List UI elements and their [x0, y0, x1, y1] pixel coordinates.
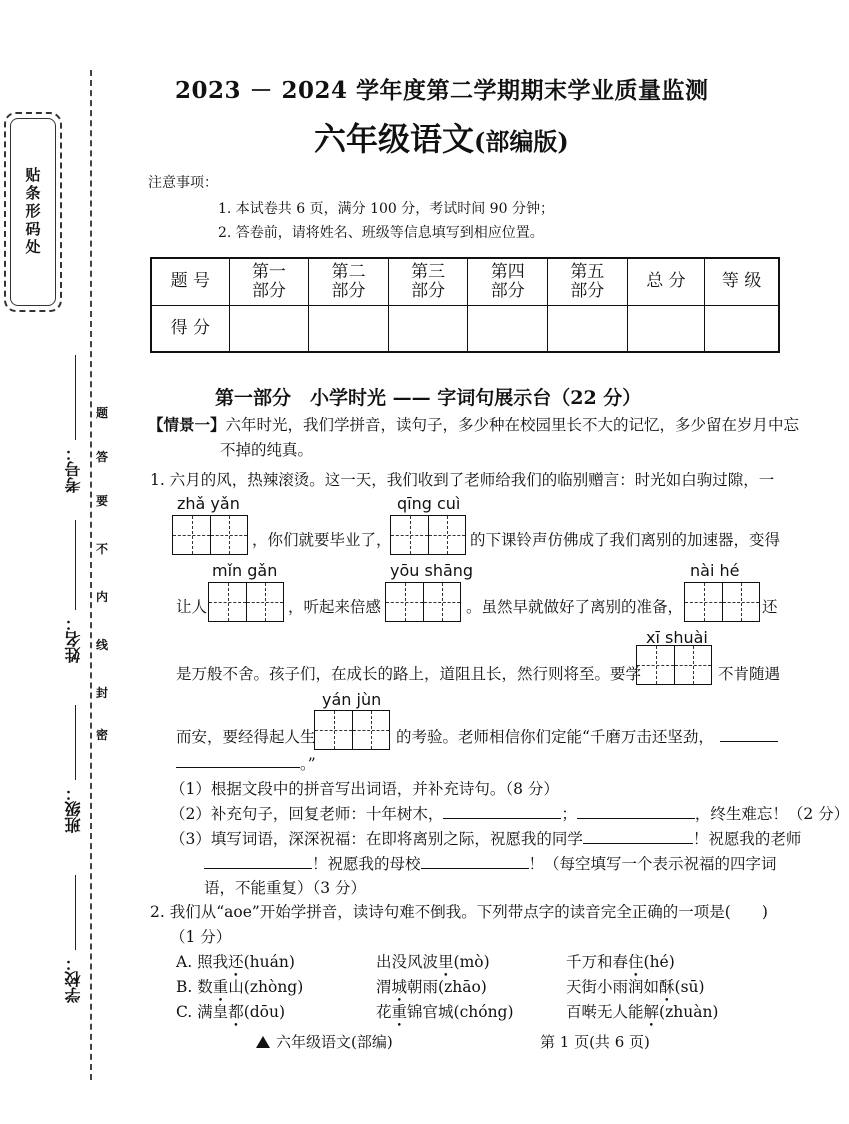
passage-text: 的下课铃声仿佛成了我们离别的加速器，变得: [470, 531, 781, 549]
option-c[interactable]: C. 满皇都(dōu): [176, 1003, 286, 1021]
score-cell[interactable]: [627, 305, 705, 352]
table-header-cell: 第一 部分: [229, 258, 309, 305]
exam-subject-title: [314, 114, 569, 160]
seal-char: 封: [96, 686, 109, 700]
passage-text: 。”: [300, 755, 316, 773]
q1-sub3-end: 语，不能重复）（3 分）: [204, 879, 367, 897]
answer-blank[interactable]: [577, 818, 695, 819]
score-cell[interactable]: [548, 305, 628, 352]
table-header-cell: 题 号: [151, 258, 229, 305]
answer-blank[interactable]: [583, 843, 693, 844]
table-header-cell: 第四 部分: [468, 258, 548, 305]
section-title: 第一部分 小学时光 —— 字词句展示台（22 分）: [215, 387, 642, 409]
q1-line1: 1. 六月的风，热辣滚烫。这一天，我们收到了老师给我们的临别赠言：时光如白驹过隙，一: [150, 471, 775, 489]
passage-text: 让人: [176, 598, 208, 616]
notice-heading: 注意事项：: [148, 175, 218, 191]
option-a-item3: 千万和春住(hé): [566, 953, 675, 971]
passage-text: 。虽然早就做好了离别的准备，: [466, 598, 684, 616]
scene-intro: [148, 413, 799, 435]
scene-text-line2: 不掉的纯真。: [220, 441, 314, 459]
notice-item: 1. 本试卷共 6 页，满分 100 分，考试时间 90 分钟；: [218, 201, 554, 217]
pinyin-label: yán jùn: [322, 690, 382, 709]
poem-blank[interactable]: [720, 741, 778, 742]
school-label: 学校：: [64, 955, 83, 1003]
pinyin-label: yōu shāng: [390, 561, 474, 580]
pinyin-label: qīng cuì: [397, 494, 461, 513]
seal-char: 要: [96, 494, 109, 508]
sticker-label: 贴条形码处: [23, 167, 42, 257]
score-cell[interactable]: [388, 305, 468, 352]
answer-grid-mingan[interactable]: [208, 582, 284, 622]
score-table: [150, 257, 780, 353]
answer-blank[interactable]: [204, 868, 312, 869]
seal-char: 题: [96, 406, 109, 420]
option-a-item2: 出没风波里(mò): [376, 953, 490, 971]
passage-text: 的考验。老师相信你们定能“千磨万击还坚劲，: [396, 728, 714, 746]
pinyin-label: zhǎ yǎn: [177, 494, 240, 513]
name-field[interactable]: [75, 520, 76, 610]
triangle-logo-icon: [256, 1036, 270, 1048]
answer-grid-yanjun[interactable]: [314, 710, 390, 750]
q2-line2: （1 分）: [170, 928, 232, 946]
option-c-item3: 百啭无人能解(zhuàn): [566, 1003, 719, 1021]
option-b-item2: 渭城朝雨(zhāo): [376, 978, 487, 996]
passage-text: 是万般不舍。孩子们，在成长的路上，道阻且长，然行则将至。要学: [176, 665, 642, 683]
option-b-item3: 天街小雨润如酥(sū): [566, 978, 705, 996]
passage-text: ，听起来倍感: [288, 598, 382, 616]
subject-main: 六年级语文: [314, 120, 475, 158]
table-header-cell: 等 级: [705, 258, 779, 305]
seal-char: 不: [96, 542, 109, 556]
passage-text: 而安，要经得起人生: [176, 728, 316, 746]
q1-sub3-cont: ！祝愿我的母校 ！（每空填写一个表示祝福的四字词: [204, 852, 777, 874]
table-row-label: 得 分: [151, 305, 229, 352]
table-header-cell: 第三 部分: [388, 258, 468, 305]
seal-char: 内: [96, 590, 109, 604]
answer-grid-naihe[interactable]: [684, 582, 760, 622]
q1-sub2: （2）补充句子，回复老师：十年树木， ； ，终生难忘！（2 分）: [170, 805, 849, 823]
footer-subject: 六年级语文(部编): [276, 1033, 393, 1051]
answer-blank[interactable]: [443, 818, 561, 819]
seal-char: 密: [96, 728, 109, 742]
score-cell[interactable]: [705, 305, 779, 352]
table-header-cell: 总 分: [627, 258, 705, 305]
answer-grid-zhayan[interactable]: [172, 515, 248, 555]
exam-number-field[interactable]: [75, 355, 76, 440]
table-header-cell: 第二 部分: [309, 258, 389, 305]
score-cell[interactable]: [229, 305, 309, 352]
option-a[interactable]: A. 照我还(huán): [176, 953, 295, 971]
pinyin-label: mǐn gǎn: [212, 561, 278, 580]
name-label: 姓名：: [64, 615, 83, 663]
scene-tag: 【情景一】: [148, 415, 226, 434]
option-b[interactable]: B. 数重山(zhòng): [176, 978, 304, 996]
cut-line: [90, 70, 92, 1080]
q1-sub1: （1）根据文段中的拼音写出词语，并补充诗句。（8 分）: [170, 780, 559, 798]
table-row: [151, 258, 779, 305]
answer-blank[interactable]: [421, 868, 529, 869]
seal-char: 答: [96, 450, 109, 464]
class-label: 班级：: [64, 785, 83, 833]
pinyin-label: nài hé: [690, 561, 740, 580]
score-cell[interactable]: [468, 305, 548, 352]
passage-text: 还: [762, 598, 778, 616]
answer-grid-xishuai[interactable]: [636, 645, 712, 685]
exam-number-label: 考号：: [64, 445, 83, 493]
pinyin-label: xī shuài: [646, 628, 708, 647]
subject-edition: (部编版): [474, 127, 569, 156]
answer-grid-youshang[interactable]: [385, 582, 461, 622]
footer-left: [256, 1031, 393, 1052]
barcode-sticker-area: [4, 112, 62, 312]
passage-text: ，你们就要毕业了，: [252, 531, 392, 549]
answer-grid-qingcui[interactable]: [390, 515, 466, 555]
option-c-item2: 花重锦官城(chóng): [376, 1003, 514, 1021]
table-row: [151, 305, 779, 352]
passage-text: 不肯随遇: [718, 665, 781, 683]
notice-item: 2. 答卷前，请将姓名、班级等信息填写到相应位置。: [218, 225, 544, 241]
exam-title: 2023 － 2024 学年度第二学期期末学业质量监测: [175, 77, 709, 104]
q2-line1: 2. 我们从“aoe”开始学拼音，读诗句难不倒我。下列带点字的读音完全正确的一项是( ): [150, 903, 768, 921]
table-header-cell: 第五 部分: [548, 258, 628, 305]
footer-page-number: 第 1 页(共 6 页): [540, 1033, 650, 1051]
q1-sub3: （3）填写词语，深深祝福：在即将离别之际，祝愿我的同学 ！祝愿我的老师: [170, 830, 802, 848]
seal-char: 线: [96, 638, 109, 652]
score-cell[interactable]: [309, 305, 389, 352]
school-field[interactable]: [75, 875, 76, 950]
poem-blank-cont[interactable]: [176, 767, 300, 768]
class-field[interactable]: [75, 705, 76, 780]
scene-text: 六年时光，我们学拼音，读句子，多少种在校园里长不大的记忆，多少留在岁月中忘: [225, 416, 800, 434]
